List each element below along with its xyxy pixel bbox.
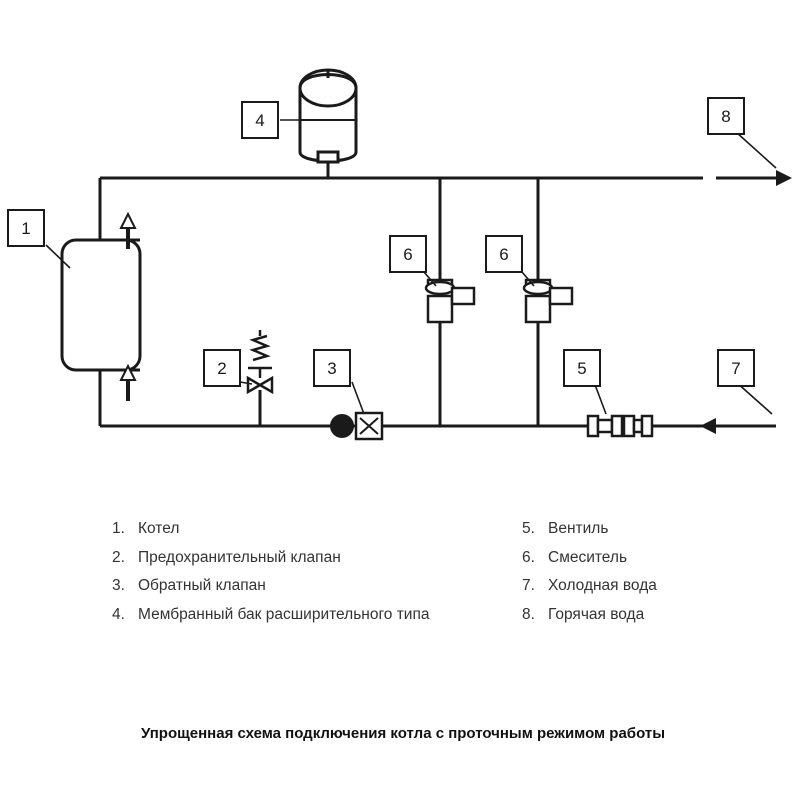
safety-valve-symbol (248, 330, 272, 392)
legend-item-label: Мембранный бак расширительного типа (138, 605, 430, 623)
legend-item (522, 606, 732, 625)
legend-item (522, 520, 732, 539)
boiler-body (62, 240, 140, 370)
callout-6a-label: 6 (403, 245, 413, 264)
check-valve-symbol (331, 413, 382, 439)
legend-item-number: 3. (112, 577, 125, 595)
callout-8-label: 8 (721, 107, 731, 126)
legend-item-number: 2. (112, 548, 125, 566)
legend-item-label: Предохранительный клапан (138, 548, 341, 566)
legend-item (112, 606, 522, 625)
callout-7 (718, 350, 754, 386)
legend-item-label: Горячая вода (548, 605, 645, 623)
legend-item (112, 577, 522, 596)
callout-6a (390, 236, 426, 272)
legend-item-number: 7. (522, 577, 535, 595)
callout-6b-label: 6 (499, 245, 509, 264)
mixer-valve-a (426, 272, 474, 322)
cold-water-arrow (700, 418, 776, 434)
mixer-valve-b (524, 272, 572, 322)
callout-5-label: 5 (577, 359, 587, 378)
legend-column-left (112, 520, 522, 624)
legend-item (522, 549, 732, 568)
legend-item-number: 6. (522, 548, 535, 566)
callout-4 (242, 102, 278, 138)
callout-1 (8, 210, 44, 246)
legend-item-number: 5. (522, 520, 535, 537)
callout-3 (314, 350, 350, 386)
legend-item (112, 520, 522, 539)
legend-item-number: 1. (112, 520, 125, 537)
expansion-vessel (300, 70, 356, 162)
callout-5 (564, 350, 600, 386)
legend-item-number: 8. (522, 605, 535, 623)
legend-item-number: 4. (112, 605, 125, 623)
legend-item-label: Котел (138, 520, 180, 537)
diagram-caption: Упрощенная схема подключения котла с проточным режимом работы (140, 725, 666, 742)
callout-8 (708, 98, 744, 134)
hot-water-arrow (716, 170, 792, 186)
callout-3-label: 3 (327, 359, 337, 378)
legend-item-label: Смеситель (548, 548, 628, 566)
legend-column-right (522, 520, 732, 624)
callout-4-label: 4 (255, 111, 265, 130)
legend-item-label: Вентиль (548, 520, 609, 537)
leader-3 (352, 382, 364, 414)
callout-6b (486, 236, 522, 272)
legend-item (522, 577, 732, 596)
legend-item-label: Обратный клапан (138, 577, 266, 595)
legend-item-label: Холодная вода (548, 577, 657, 595)
legend (112, 520, 732, 624)
callout-1-label: 1 (21, 219, 31, 238)
legend-item (112, 549, 522, 568)
callout-2-label: 2 (217, 359, 227, 378)
shutoff-valve-pair (588, 416, 652, 436)
callout-7-label: 7 (731, 359, 741, 378)
callout-2 (204, 350, 240, 386)
leader-8 (736, 132, 776, 168)
